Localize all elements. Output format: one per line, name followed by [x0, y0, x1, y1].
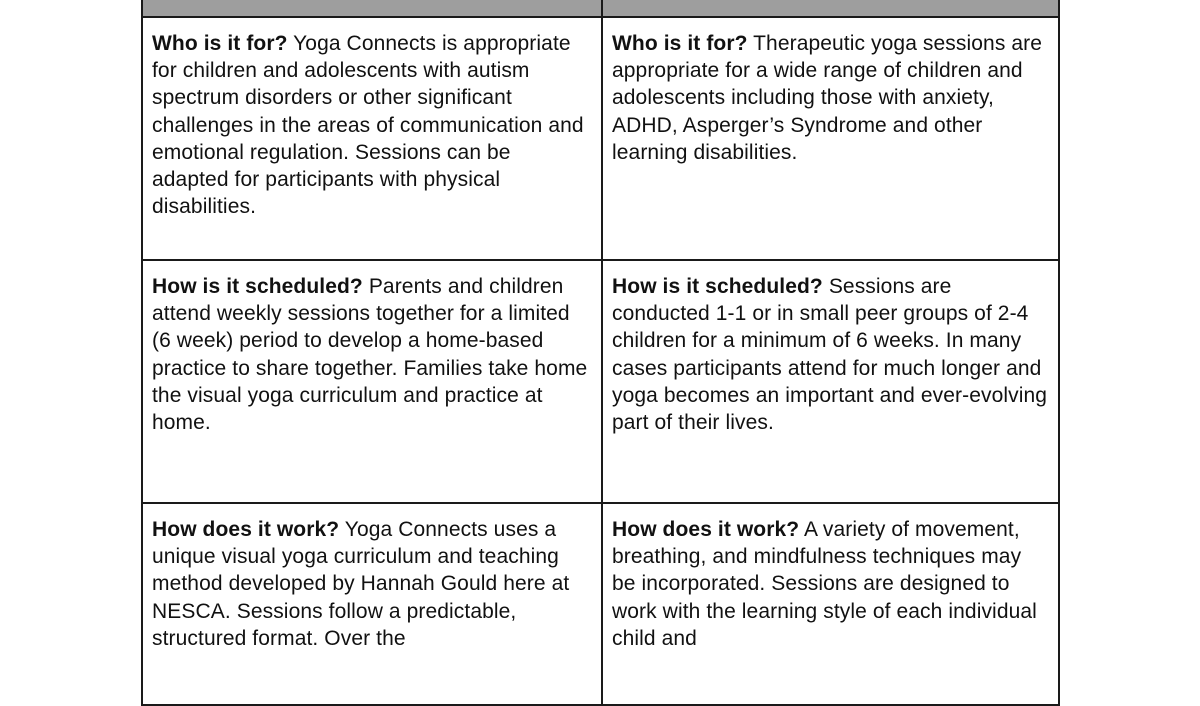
answer-text: Therapeutic yoga sessions are appropriate for a wide range of children and adolescents including those with anxiety, ADHD, Asperger’s Syndrome and other learning disabilities.	[612, 32, 1043, 164]
cell-paragraph	[143, 261, 601, 436]
answer-text: Parents and children attend weekly sessions together for a limited (6 week) period to develop a home-based practice to share together. Families take home the visual yoga curriculum and practice at home.	[152, 275, 588, 435]
answer-text: Yoga Connects uses a unique visual yoga curriculum and teaching method developed by Hannah Gould here at NESCA. Sessions follow a predictable, structured format. Over the	[152, 518, 570, 650]
cell-paragraph	[143, 504, 601, 652]
table-cell	[142, 17, 602, 260]
question-label: How is it scheduled?	[152, 275, 363, 298]
comparison-table	[141, 0, 1060, 706]
cell-paragraph	[603, 18, 1058, 166]
header-cell-left	[142, 0, 602, 17]
table-row	[142, 260, 1059, 503]
question-label: Who is it for?	[152, 32, 288, 55]
table-row	[142, 17, 1059, 260]
cell-paragraph	[143, 18, 601, 220]
answer-text: Yoga Connects is appropriate for children and adolescents with autism spectrum disorders or other significant challenges in the areas of communication and emotional regulation. Sessions can be adapted for participants with physical disabilities.	[152, 32, 584, 219]
cell-paragraph	[603, 504, 1058, 652]
question-label: Who is it for?	[612, 32, 748, 55]
comparison-table-wrapper	[141, 0, 1058, 706]
cell-paragraph	[603, 261, 1058, 436]
question-label: How does it work?	[612, 518, 800, 541]
table-cell	[602, 260, 1059, 503]
table-cell	[142, 260, 602, 503]
table-header-row	[142, 0, 1059, 17]
header-cell-right	[602, 0, 1059, 17]
question-label: How does it work?	[152, 518, 340, 541]
answer-text: Sessions are conducted 1-1 or in small peer groups of 2-4 children for a minimum of 6 weeks. In many cases participants attend for much longer and yoga becomes an important and ever-evolving part of their lives.	[612, 275, 1048, 435]
question-label: How is it scheduled?	[612, 275, 823, 298]
table-cell	[142, 503, 602, 705]
answer-text: A variety of movement, breathing, and mindfulness techniques may be incorporated. Sessions are designed to work with the learning style of each individual child and	[612, 518, 1037, 650]
table-row	[142, 503, 1059, 705]
table-cell	[602, 503, 1059, 705]
table-cell	[602, 17, 1059, 260]
